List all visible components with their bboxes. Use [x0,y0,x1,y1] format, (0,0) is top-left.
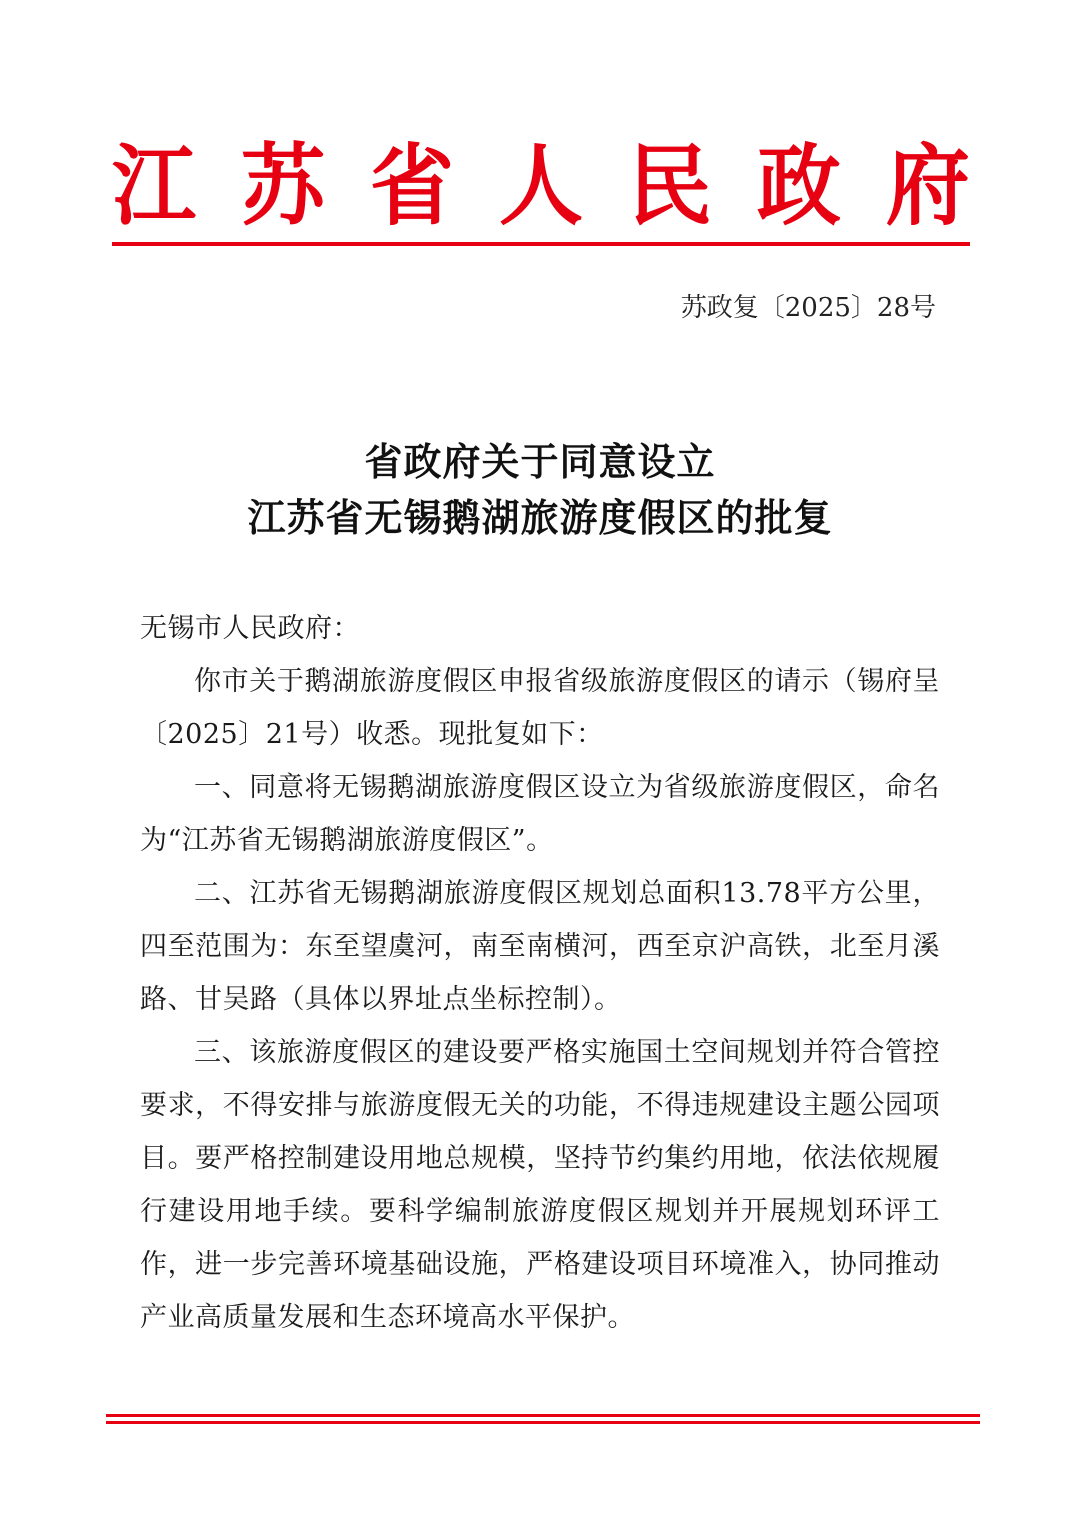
body-paragraph: 二、江苏省无锡鹅湖旅游度假区规划总面积13.78平方公里，四至范围为：东至望虞河，南至南横河，西至京沪高铁，北至月溪路、甘吴路（具体以界址点坐标控制）。 [140,878,940,1015]
body-paragraph: 三、该旅游度假区的建设要严格实施国土空间规划并符合管控要求，不得安排与旅游度假无关的功能，不得违规建设主题公园项目。要严格控制建设用地总规模，坚持节约集约用地，依法依规履行建设用地手续。要科学编制旅游度假区规划并开展规划环评工作，进一步完善环境基础设施，严格建设项目环境准入，协同推动产业高质量发展和生态环境高水平保护。 [140,1037,940,1333]
title-char: 民 [627,133,712,238]
footer-red-rule-upper [106,1414,980,1417]
title-char: 苏 [240,133,325,238]
title-char: 政 [756,133,841,238]
document-body [140,602,940,1344]
issuing-authority-title [112,133,970,238]
header-red-rule [112,242,970,246]
footer-red-rule-lower [106,1421,980,1424]
title-char: 省 [369,133,454,238]
addressee: 无锡市人民政府： [140,613,360,644]
body-paragraph: 你市关于鹅湖旅游度假区申报省级旅游度假区的请示（锡府呈〔2025〕21号）收悉。现批复如下： [140,666,940,750]
document-title [100,434,980,546]
title-char: 府 [885,133,970,238]
document-number: 苏政复〔2025〕28号 [680,293,936,323]
title-char: 江 [112,133,197,238]
title-char: 人 [498,133,583,238]
document-title-line-2: 江苏省无锡鹅湖旅游度假区的批复 [247,495,833,540]
body-paragraph: 一、同意将无锡鹅湖旅游度假区设立为省级旅游度假区，命名为“江苏省无锡鹅湖旅游度假区”。 [140,772,940,856]
document-title-line-1: 省政府关于同意设立 [364,439,716,484]
